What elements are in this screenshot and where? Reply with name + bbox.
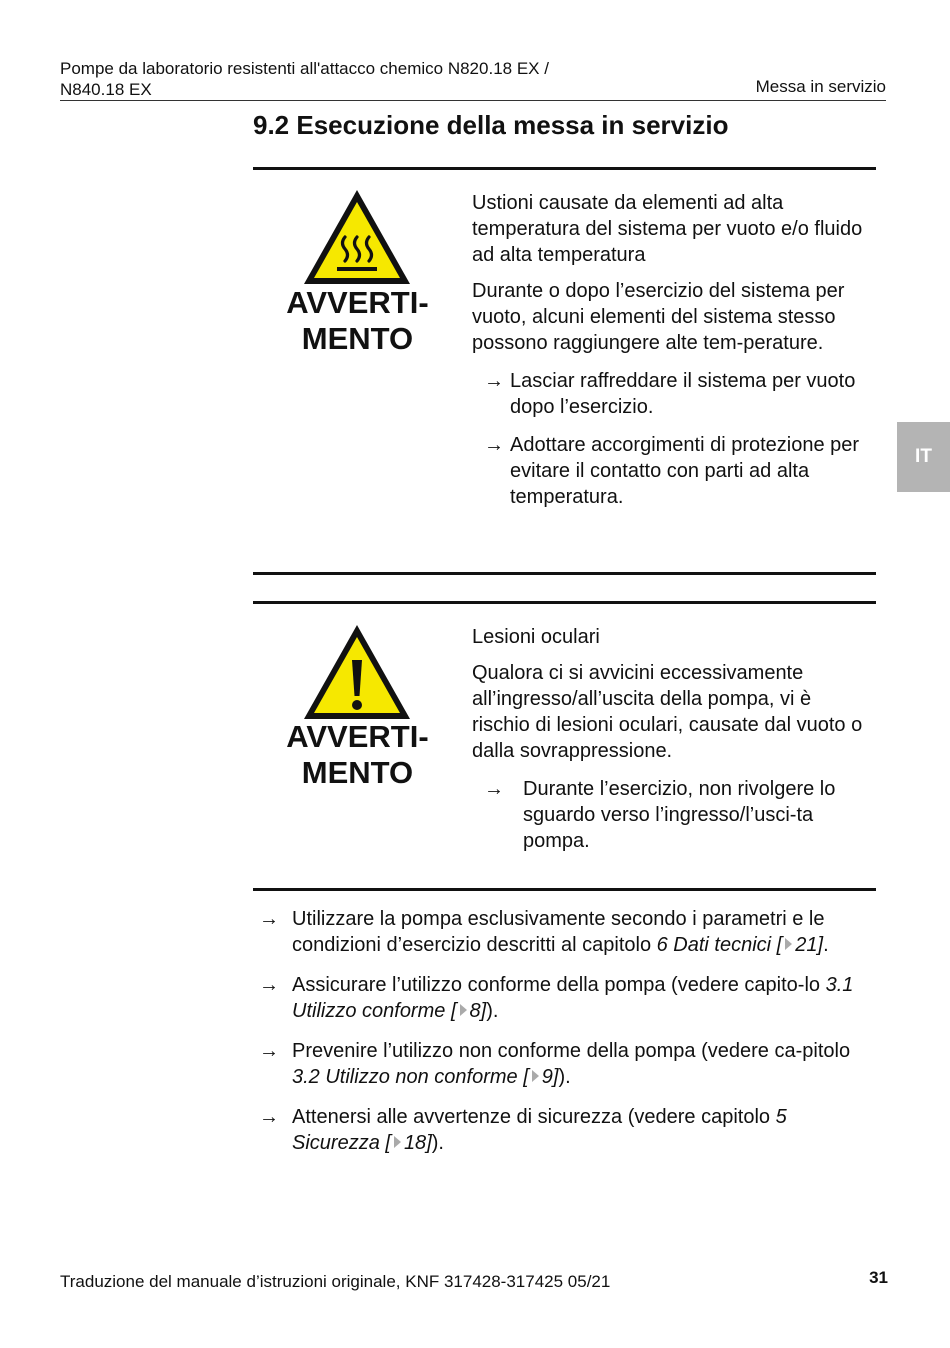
- warning-1-action-1: [472, 368, 872, 420]
- section-title: 9.2 Esecuzione della messa in servizio: [253, 110, 729, 140]
- arrow-icon: →: [259, 974, 279, 996]
- document-title-line2: N840.18 EX: [60, 80, 152, 99]
- step-3-ref-title: 3.2 Utilizzo non conforme: [292, 1066, 518, 1088]
- warning-1-title: Ustioni causate da elementi ad alta temperatura del sistema per vuoto e/o fluido ad alta temperatura: [472, 192, 863, 266]
- step-2-cross-reference[interactable]: 3.1 Utilizzo conforme [ 8]: [292, 974, 854, 1022]
- warning-2-bottom-rule: [253, 888, 876, 891]
- page-pointer-icon: [394, 1136, 401, 1148]
- step-4-cross-reference[interactable]: 5 Sicurezza [ 18]: [292, 1106, 787, 1154]
- warning-1-signal-line2: MENTO: [301, 321, 414, 356]
- step-2-text: Assicurare l’utilizzo conforme della pompa (vedere capito-lo: [292, 974, 826, 996]
- step-4-close: ).: [431, 1132, 444, 1154]
- warning-2-action-1-text: Durante l’esercizio, non rivolgere lo sguardo verso l’ingresso/l’usci-ta pompa.: [523, 778, 836, 852]
- step-3-cross-reference[interactable]: 3.2 Utilizzo non conforme [ 9]: [292, 1066, 559, 1088]
- step-3-close: ).: [558, 1066, 571, 1088]
- warning-1-action-2-text: Adottare accorgimenti di protezione per evitare il contatto con parti ad alta temperatura.: [510, 434, 860, 508]
- step-1-cross-reference[interactable]: 6 Dati tecnici [ 21]: [656, 934, 824, 956]
- header-divider: [60, 100, 886, 101]
- arrow-icon: →: [484, 778, 504, 800]
- step-1-text: Utilizzare la pompa esclusivamente secondo i parametri e le condizioni d’esercizio descritti al capitolo: [292, 908, 825, 956]
- step-2-ref-page: 8: [469, 1000, 481, 1022]
- warning-1-signal-word: [270, 285, 445, 357]
- warning-2-text: [472, 624, 872, 854]
- document-title: [60, 58, 549, 100]
- warning-1-action-1-text: Lasciar raffreddare il sistema per vuoto dopo l’esercizio.: [510, 370, 856, 418]
- page-number: 31: [869, 1268, 888, 1287]
- arrow-icon: →: [484, 370, 504, 392]
- warning-2-title: Lesioni oculari: [472, 626, 600, 648]
- warning-1-top-rule: [253, 167, 876, 170]
- step-1-ref-page: 21: [795, 934, 818, 956]
- language-tab[interactable]: IT: [897, 422, 950, 492]
- step-item: [259, 1038, 874, 1090]
- page-pointer-icon: [460, 1004, 467, 1016]
- arrow-icon: →: [259, 908, 279, 930]
- step-1-ref-title: 6 Dati tecnici: [656, 934, 772, 956]
- step-2-close: ).: [486, 1000, 499, 1022]
- step-item: [259, 972, 874, 1024]
- step-4-ref-page: 18: [403, 1132, 427, 1154]
- step-item: [259, 1104, 874, 1156]
- warning-1-text: [472, 190, 872, 510]
- warning-1-action-2: [472, 432, 872, 510]
- step-1-close: .: [823, 934, 829, 956]
- warning-2-action-1: [472, 776, 872, 854]
- document-title-line1: Pompe da laboratorio resistenti all'attacco chemico N820.18 EX /: [60, 59, 549, 78]
- step-4-text: Attenersi alle avvertenze di sicurezza (vedere capitolo: [292, 1106, 776, 1128]
- page-pointer-icon: [785, 938, 792, 950]
- step-3-ref-page: 9: [541, 1066, 553, 1088]
- step-4-ref-title: 5 Sicurezza: [292, 1106, 787, 1154]
- step-list: [259, 906, 874, 1170]
- warning-2-top-rule: [253, 601, 876, 604]
- arrow-icon: →: [259, 1106, 279, 1128]
- step-3-text: Prevenire l’utilizzo non conforme della pompa (vedere ca-pitolo: [292, 1040, 851, 1062]
- general-warning-icon: [301, 622, 413, 722]
- chapter-name: Messa in servizio: [755, 77, 886, 96]
- step-item: [259, 906, 874, 958]
- warning-2-signal-line1: AVVERTI-: [286, 719, 429, 754]
- warning-1-signal-line1: AVVERTI-: [286, 285, 429, 320]
- page-pointer-icon: [532, 1070, 539, 1082]
- hot-surface-warning-icon: [301, 187, 413, 287]
- warning-2-body: Qualora ci si avvicini eccessivamente all’ingresso/all’uscita della pompa, vi è rischio di lesioni oculari, causate dal vuoto o dalla sovrappressione.: [472, 662, 863, 762]
- warning-1-body: Durante o dopo l’esercizio del sistema per vuoto, alcuni elementi del sistema stesso possono raggiungere alte tem-perature.: [472, 280, 845, 354]
- footer-text: Traduzione del manuale d’istruzioni originale, KNF 317428-317425 05/21: [60, 1272, 611, 1291]
- arrow-icon: →: [484, 434, 504, 456]
- arrow-icon: →: [259, 1040, 279, 1062]
- warning-2-signal-line2: MENTO: [301, 755, 414, 790]
- warning-1-bottom-rule: [253, 572, 876, 575]
- step-2-ref-title: 3.1 Utilizzo conforme: [292, 974, 854, 1022]
- warning-2-signal-word: [270, 719, 445, 791]
